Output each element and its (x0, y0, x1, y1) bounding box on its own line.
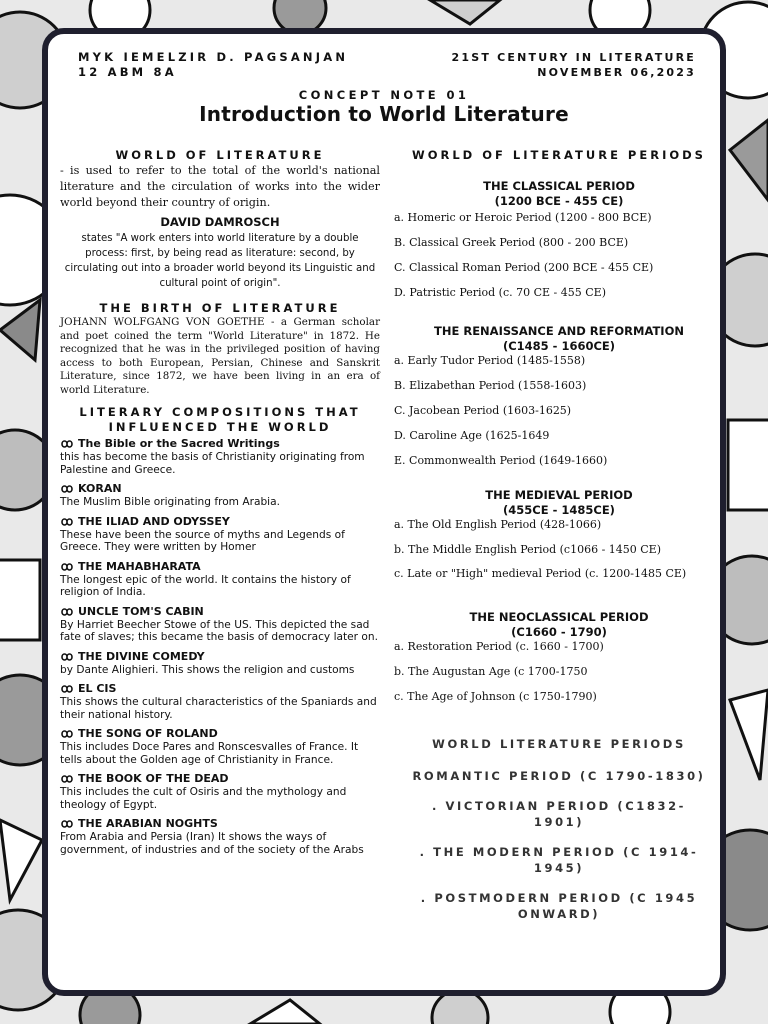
compositions-heading: LITERARY COMPOSITIONS THAT INFLUENCED THE WORLD (79, 405, 361, 434)
list-item: . THE MODERN PERIOD (C 1914-1945) (419, 845, 699, 875)
loop-bullet-icon (60, 774, 74, 784)
renaissance-heading: THE RENAISSANCE AND REFORMATION (434, 324, 684, 338)
neoclassical-section (394, 610, 724, 704)
list-item (60, 682, 380, 721)
note-date: NOVEMBER 06,2023 (537, 66, 696, 79)
loop-bullet-icon (60, 517, 74, 527)
list-item: C. Classical Roman Period (200 BCE - 455 CE) (394, 261, 654, 274)
loop-bullet-icon (60, 684, 74, 694)
composition-title: The Bible or the Sacred Writings (78, 437, 280, 450)
list-item (60, 650, 380, 677)
loop-bullet-icon (60, 562, 74, 572)
list-item: a. Early Tudor Period (1485-1558) (394, 354, 586, 367)
composition-desc: This includes the cult of Osiris and the mythology and theology of Egypt. (60, 786, 347, 811)
student-class: 12 ABM 8A (78, 65, 177, 79)
list-item: . VICTORIAN PERIOD (C1832-1901) (431, 799, 687, 829)
list-item (60, 437, 380, 476)
damrosch-heading: DAVID DAMROSCH (160, 215, 280, 229)
composition-desc: This shows the cultural characteristics of the Spaniards and their national history. (60, 696, 377, 721)
composition-title: THE BOOK OF THE DEAD (78, 772, 229, 785)
composition-title: UNCLE TOM'S CABIN (78, 604, 204, 618)
composition-desc: From Arabia and Persia (Iran) It shows the ways of government, of industries and of the society of the Arabs (60, 831, 364, 856)
loop-bullet-icon (60, 652, 74, 662)
list-item: D. Caroline Age (1625-1649 (394, 429, 550, 442)
list-item (60, 560, 380, 599)
subject-name: 21ST CENTURY IN LITERATURE (451, 51, 696, 64)
neoclassical-heading: THE NEOCLASSICAL PERIOD (469, 610, 649, 624)
loop-bullet-icon (60, 729, 74, 739)
list-item: c. The Age of Johnson (c 1750-1790) (394, 690, 597, 703)
list-item (60, 817, 380, 856)
left-column (60, 148, 380, 856)
later-periods-heading: WORLD LITERATURE PERIODS (432, 737, 686, 751)
periods-heading: WORLD OF LITERATURE PERIODS (412, 148, 706, 162)
subject-info (452, 50, 696, 80)
composition-desc: By Harriet Beecher Stowe of the US. This depicted the sad fate of slaves; this became the basis of democracy later on. (60, 618, 378, 643)
list-item: . POSTMODERN PERIOD (C 1945 ONWARD) (420, 891, 698, 921)
composition-desc: The longest epic of the world. It contains the history of religion of India. (60, 573, 351, 598)
wol-heading: WORLD OF LITERATURE (115, 148, 325, 162)
list-item (60, 605, 380, 644)
list-item (60, 772, 380, 811)
composition-desc: The Muslim Bible originating from Arabia. (60, 496, 280, 508)
list-item (60, 482, 380, 509)
neoclassical-range: (C1660 - 1790) (511, 625, 607, 639)
concept-note-card (42, 28, 726, 996)
medieval-range: (455CE - 1485CE) (503, 503, 615, 517)
list-item: C. Jacobean Period (1603-1625) (394, 404, 572, 417)
birth-heading: THE BIRTH OF LITERATURE (99, 301, 341, 315)
medieval-section (394, 488, 724, 580)
student-info (78, 50, 348, 80)
student-name: MYK IEMELZIR D. PAGSANJAN (78, 50, 349, 64)
later-periods-section (394, 736, 724, 922)
composition-title: THE MAHABHARATA (78, 559, 201, 573)
loop-bullet-icon (60, 484, 74, 494)
composition-title: THE ARABIAN NOGHTS (78, 817, 218, 830)
list-item (60, 515, 380, 554)
medieval-heading: THE MEDIEVAL PERIOD (485, 488, 633, 502)
composition-desc: this has become the basis of Christianity originating from Palestine and Greece. (60, 451, 365, 476)
loop-bullet-icon (60, 439, 74, 449)
list-item: B. Elizabethan Period (1558-1603) (394, 379, 587, 392)
composition-desc: by Dante Alighieri. This shows the religion and customs (60, 663, 355, 676)
list-item: D. Patristic Period (c. 70 CE - 455 CE) (394, 286, 607, 299)
compositions-list (60, 437, 380, 856)
loop-bullet-icon (60, 819, 74, 829)
list-item: c. Late or "High" medieval Period (c. 1200-1485 CE) (394, 567, 687, 580)
list-item: ROMANTIC PERIOD (C 1790-1830) (412, 769, 706, 783)
composition-title: THE SONG OF ROLAND (78, 727, 218, 740)
renaissance-range: (C1485 - 1660CE) (502, 339, 616, 353)
wol-definition: - is used to refer to the total of the world's national literature and the circulation of works into the wider world beyond their country of origin. (60, 164, 380, 209)
composition-desc: This includes Doce Pares and Ronscesvalles of France. It tells about the Golden age of Christianity in France. (60, 741, 359, 766)
right-column (394, 148, 724, 922)
classical-section (394, 179, 724, 300)
classical-heading: THE CLASSICAL PERIOD (483, 179, 635, 193)
list-item: b. The Middle English Period (c1066 - 1450 CE) (394, 543, 662, 556)
composition-title: EL CIS (78, 682, 117, 695)
list-item (60, 727, 380, 766)
list-item: b. The Augustan Age (c 1700-1750 (394, 665, 588, 678)
damrosch-quote: states "A work enters into world literature by a double process: first, by being read as literature: second, by circulating out into a broader world beyond its Linguistic and cultural point of origin". (64, 233, 376, 289)
renaissance-section (394, 324, 724, 468)
list-item: a. Homeric or Heroic Period (1200 - 800 BCE) (394, 211, 652, 224)
list-item: B. Classical Greek Period (800 - 200 BCE) (394, 236, 629, 249)
loop-bullet-icon (60, 607, 74, 617)
composition-desc: These have been the source of myths and Legends of Greece. They were written by Homer (60, 528, 345, 553)
composition-title: THE DIVINE COMEDY (78, 649, 205, 663)
classical-range: (1200 BCE - 455 CE) (494, 194, 624, 208)
list-item: a. The Old English Period (428-1066) (394, 518, 602, 531)
page-title: Introduction to World Literature (199, 102, 569, 126)
composition-title: THE ILIAD AND ODYSSEY (78, 514, 230, 528)
concept-label: CONCEPT NOTE 01 (298, 88, 470, 102)
composition-title: KORAN (78, 482, 122, 495)
list-item: a. Restoration Period (c. 1660 - 1700) (394, 640, 604, 653)
birth-text: JOHANN WOLFGANG VON GOETHE - a German scholar and poet coined the term "World Literature" in 1872. He recognized that he was in the privileged position of having access to both European, Persian, Chinese and Sanskrit Literature, since 1872, we have been living in an era of world Literature. (60, 316, 380, 396)
list-item: E. Commonwealth Period (1649-1660) (394, 454, 608, 467)
